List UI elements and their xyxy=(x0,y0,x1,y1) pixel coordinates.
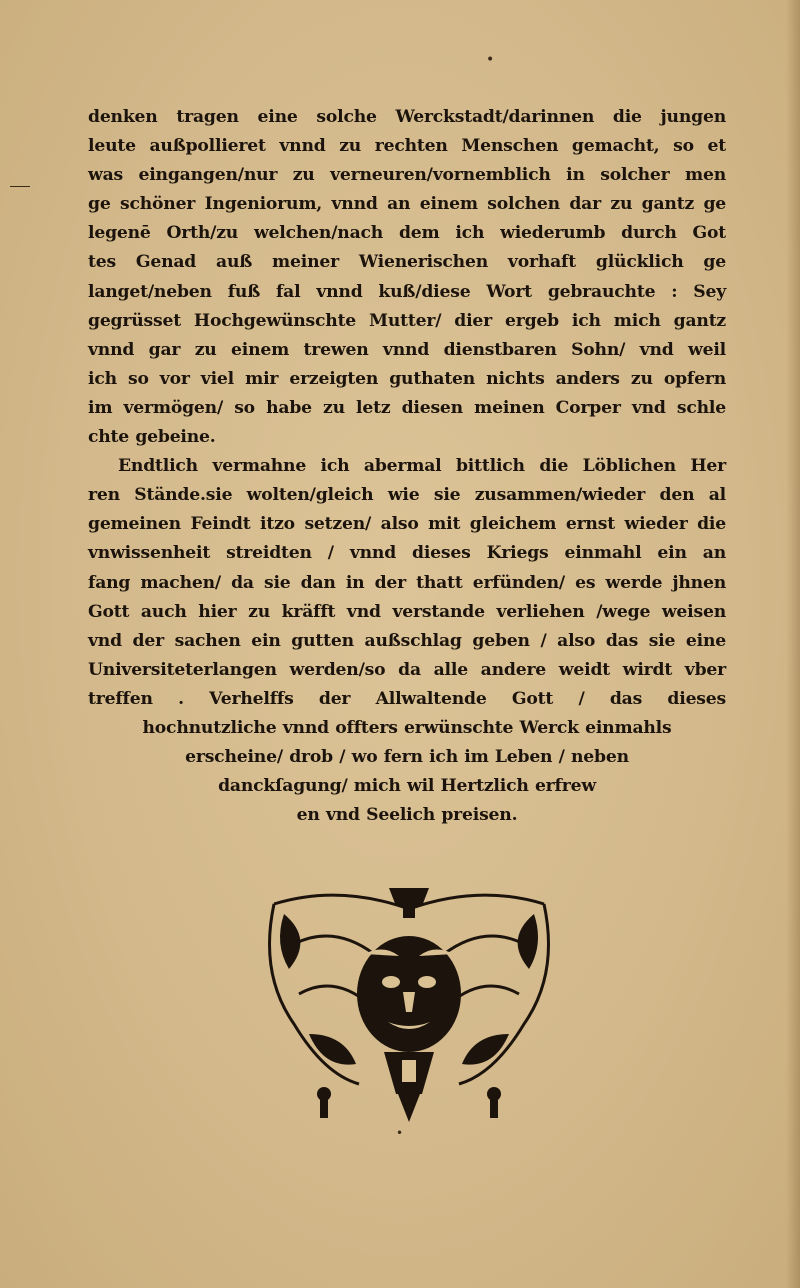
text-line: tes Genad auß meiner Wienerischen vorhaft glücklich ge xyxy=(88,252,726,273)
text-line: denken tragen eine solche Werckstadt/darinnen die jungen xyxy=(88,107,726,127)
paragraph-2 xyxy=(88,452,726,714)
text-line: ich so vor viel mir erzeigten guthaten nichts anders zu opfern xyxy=(88,368,726,389)
ink-speck: • xyxy=(396,1126,404,1140)
text-line: leute außpollieret vnnd zu rechten Menschen gemacht, so et xyxy=(88,136,726,157)
text-line: legenē Orth/zu welchen/nach dem ich wiederumb durch Got xyxy=(88,223,726,244)
margin-mark xyxy=(10,186,30,187)
text-line: fang machen/ da sie dan in der thatt erfünden/ es werde jhnen xyxy=(88,572,726,593)
page-edge-shadow xyxy=(786,0,800,1288)
text-line: hochnutzliche vnnd offters erwünschte Werck einmahls xyxy=(142,717,672,738)
text-line: gemeinen Feindt itzo setzen/ also mit gleichem ernst wieder die xyxy=(88,514,726,535)
text-line: Endtlich vermahne ich abermal bittlich die Löblichen Her xyxy=(118,456,726,477)
woodcut-ornament xyxy=(264,884,554,1124)
text-line: gegrüsset Hochgewünschte Mutter/ dier ergeb ich mich gantz xyxy=(88,310,726,331)
text-line: chte gebeine. xyxy=(88,427,216,448)
text-line: vnwissenheit streidten / vnnd dieses Kriegs einmahl ein an xyxy=(88,543,726,564)
text-line: treffen . Verhelffs der Allwaltende Gott / das dieses xyxy=(88,688,726,709)
text-line: erscheine/ drob / wo fern ich im Leben / neben xyxy=(185,747,629,768)
text-line: danckſagung/ mich wil Hertzlich erfrew xyxy=(218,776,596,797)
paragraph-1 xyxy=(88,103,726,452)
ink-speck: • xyxy=(486,52,495,68)
text-line: en vnd Seelich preisen. xyxy=(296,805,518,826)
text-line: ren Stände.sie wolten/gleich wie sie zusammen/wieder den al xyxy=(88,485,726,506)
text-line: im vermögen/ so habe zu letz diesen meinen Corper vnd schle xyxy=(88,397,726,418)
text-line: vnnd gar zu einem trewen vnnd dienstbaren Sohn/ vnd weil xyxy=(88,339,726,360)
text-line: vnd der sachen ein gutten außschlag geben / also das sie eine xyxy=(88,630,726,651)
closing-taper xyxy=(88,714,726,830)
text-line: Gott auch hier zu kräfft vnd verstande verliehen /wege weisen xyxy=(88,601,726,622)
text-line: was eingangen/nur zu verneuren/vornemblich in solcher men xyxy=(88,165,726,186)
text-line: Universiteterlangen werden/so da alle andere weidt wirdt vber xyxy=(88,659,726,680)
text-line: langet/neben fuß fal vnnd kuß/diese Wort gebrauchte : Sey xyxy=(88,281,726,302)
text-line: ge schöner Ingeniorum, vnnd an einem solchen dar zu gantz ge xyxy=(88,194,726,215)
body-text xyxy=(88,103,726,830)
